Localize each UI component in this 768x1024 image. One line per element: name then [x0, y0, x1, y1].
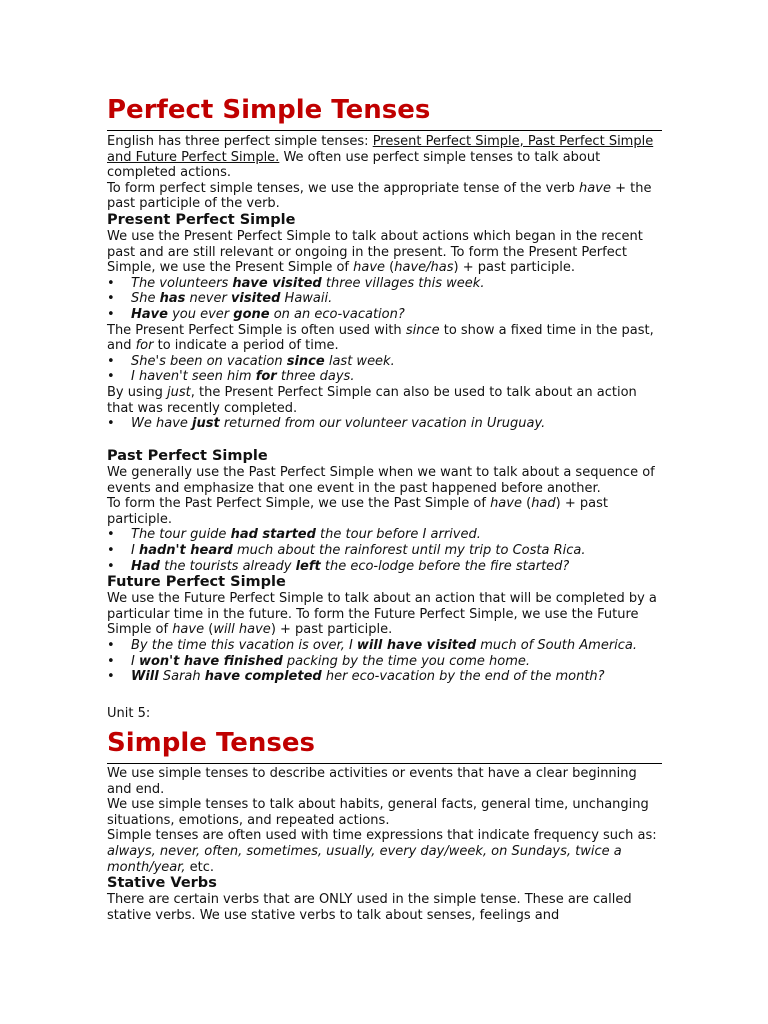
past-future-section [107, 448, 662, 685]
page-title: Perfect Simple Tenses [107, 95, 662, 131]
future-paragraph-1: We use the Future Perfect Simple to talk about an action that will be completed by a particular time in the future. To form the Future Perfect Simple, we use the Future Simple of have (will have) + past participle. [107, 591, 657, 638]
present-paragraph-2: The Present Perfect Simple is often used with since to show a fixed time in the past, and for to indicate a period of time. [107, 322, 654, 354]
section-title: Simple Tenses [107, 728, 662, 764]
form-paragraph: To form perfect simple tenses, we use the appropriate tense of the verb have + the past participle of the verb. [107, 180, 652, 212]
past-perfect-heading: Past Perfect Simple [107, 448, 268, 464]
past-paragraph-2: To form the Past Perfect Simple, we use the Past Simple of have (had) + past participle. [107, 496, 608, 527]
unit-label: Unit 5: [107, 706, 151, 721]
intro-text: English has three perfect simple tenses: [107, 134, 373, 149]
present-paragraph-3: By using just, the Present Perfect Simple can also be used to talk about an action that was recently completed. [107, 384, 637, 416]
present-paragraph-1: We use the Present Perfect Simple to talk about actions which began in the recent past and are still relevant or ongoing in the present. To form the Present Perfect Simple, we use the Present Simple of have (have/has) + past participle. [107, 228, 643, 276]
intro-paragraph [107, 134, 662, 181]
list-item: • She's been on vacation since last week. [107, 354, 662, 370]
list-item: • I haven't seen him for three days. [107, 369, 662, 385]
present-examples-2 [107, 354, 662, 385]
intro-text-end: We often use perfect simple tenses to talk about completed actions. [107, 149, 601, 181]
past-examples [107, 527, 662, 574]
list-item: • The tour guide had started the tour before I arrived. [107, 527, 662, 543]
simple-paragraph-2: We use simple tenses to talk about habits, general facts, general time, unchanging situations, emotions, and repeated actions. [107, 797, 649, 828]
stative-verbs-heading: Stative Verbs [107, 875, 217, 892]
simple-paragraph-3: Simple tenses are often used with time expressions that indicate frequency such as: always, never, often, sometimes, usually, every day/week, on Sundays, twice a month/year, etc. [107, 828, 657, 875]
list-item: • I won't have finished packing by the time you come home. [107, 654, 662, 670]
simple-paragraph-4: There are certain verbs that are ONLY used in the simple tense. These are called stative verbs. We use stative verbs to talk about senses, feelings and [107, 892, 632, 923]
list-item: • Will Sarah have completed her eco-vacation by the end of the month? [107, 669, 662, 685]
list-item: • Have you ever gone on an eco-vacation? [107, 307, 662, 323]
list-item: • Had the tourists already left the eco-lodge before the fire started? [107, 559, 662, 575]
simple-tenses-section [107, 766, 662, 923]
future-perfect-heading: Future Perfect Simple [107, 574, 286, 591]
past-paragraph-1: We generally use the Past Perfect Simple when we want to talk about a sequence of events and emphasize that one event in the past happened before another. [107, 465, 655, 496]
tenses-link[interactable]: Present Perfect Simple, Past Perfect Simple and Future Perfect Simple. [107, 134, 654, 165]
future-examples [107, 638, 662, 685]
list-item: • I hadn't heard much about the rainforest until my trip to Costa Rica. [107, 543, 662, 559]
list-item: • By the time this vacation is over, I will have visited much of South America. [107, 638, 662, 654]
perfect-tenses-section [107, 134, 662, 432]
list-item: • She has never visited Hawaii. [107, 291, 662, 307]
list-item: • We have just returned from our volunteer vacation in Uruguay. [107, 416, 662, 432]
present-examples-1 [107, 276, 662, 323]
present-perfect-heading: Present Perfect Simple [107, 211, 296, 228]
present-examples-3 [107, 416, 662, 432]
simple-paragraph-1: We use simple tenses to describe activities or events that have a clear beginning and end. [107, 766, 637, 797]
list-item: • The volunteers have visited three villages this week. [107, 276, 662, 292]
